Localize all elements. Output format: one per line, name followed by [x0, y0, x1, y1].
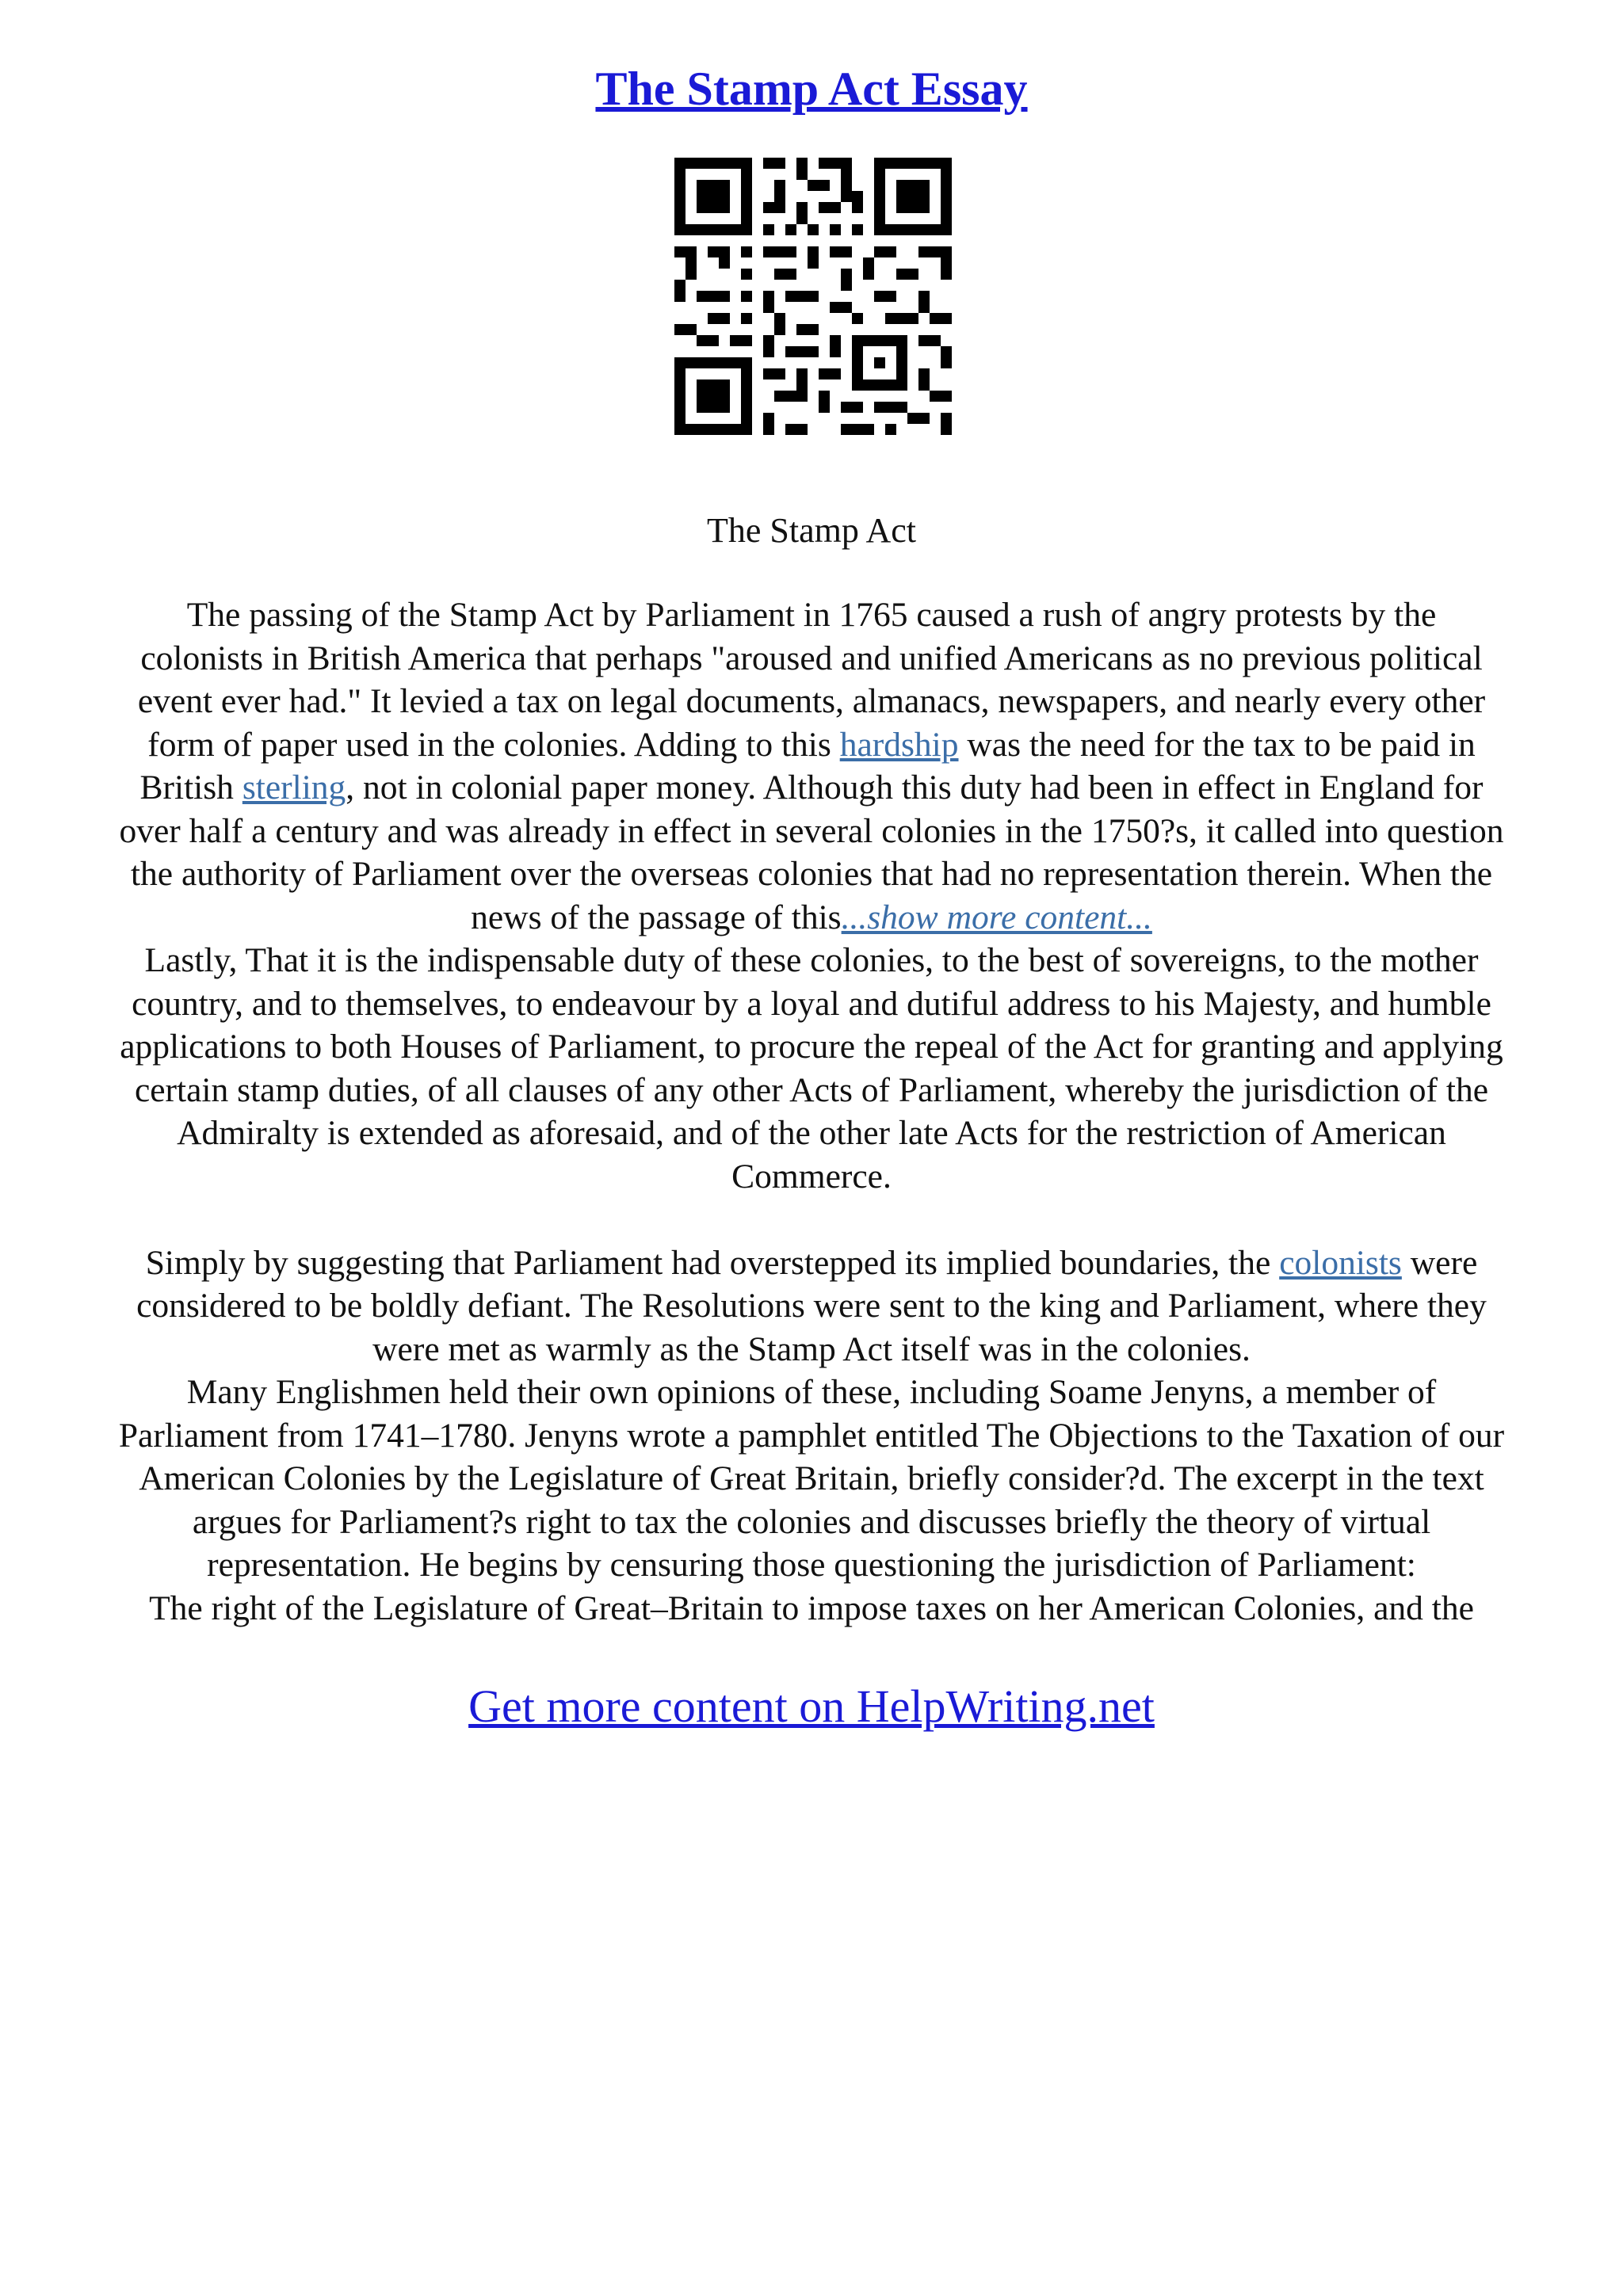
essay-body [48, 593, 1575, 1630]
text-segment: , not in colonial paper money. Although this duty had been in effect in England for [346, 769, 1484, 807]
text-line [48, 896, 1575, 940]
text-line: certain stamp duties, of all clauses of any other Acts of Parliament, whereby the jurisdiction of the [134, 1070, 1489, 1109]
text-line: American Colonies by the Legislature of Great Britain, briefly consider?d. The excerpt in the text [139, 1459, 1484, 1497]
colonists-link[interactable]: colonists [1279, 1243, 1402, 1282]
text-line [48, 723, 1575, 767]
text-line: Lastly, That it is the indispensable duty of these colonies, to the best of sovereigns, to the mother [144, 941, 1479, 979]
text-segment: was the need for the tax to be paid in [958, 725, 1476, 764]
qr-code-icon [674, 158, 952, 435]
show-more-content-link[interactable]: ...show more content... [841, 898, 1152, 936]
text-line: argues for Parliament?s right to tax the colonies and discusses briefly the theory of virtual [192, 1502, 1431, 1541]
text-line: Parliament from 1741–1780. Jenyns wrote a pamphlet entitled The Objections to the Taxation of our [118, 1416, 1505, 1455]
text-line: the authority of Parliament over the overseas colonies that had no representation therein. When the [130, 855, 1493, 893]
text-line: considered to be boldly defiant. The Resolutions were sent to the king and Parliament, where they [136, 1287, 1487, 1325]
sterling-link[interactable]: sterling [242, 769, 346, 807]
text-line: event ever had." It levied a tax on legal documents, almanacs, newspapers, and nearly every other [137, 682, 1486, 720]
text-segment: Simply by suggesting that Parliament had overstepped its implied boundaries, the [145, 1243, 1280, 1282]
footer [0, 1676, 1623, 1737]
text-line: The right of the Legislature of Great–Britain to impose taxes on her American Colonies, and the [149, 1589, 1474, 1627]
text-segment: form of paper used in the colonies. Adding to this [147, 725, 840, 764]
essay-title-link[interactable]: The Stamp Act Essay [595, 63, 1028, 115]
helpwriting-link[interactable]: Get more content on HelpWriting.net [468, 1680, 1155, 1732]
text-line: applications to both Houses of Parliament, to procure the repeal of the Act for granting and applying [120, 1028, 1503, 1066]
essay-title [0, 57, 1623, 120]
text-line: colonists in British America that perhaps "aroused and unified Americans as no previous political [140, 639, 1483, 677]
text-segment: news of the passage of this [471, 898, 842, 936]
text-line: The passing of the Stamp Act by Parliament in 1765 caused a rush of angry protests by the [186, 596, 1437, 634]
essay-heading: The Stamp Act [707, 511, 916, 550]
text-line: Admiralty is extended as aforesaid, and of the other late Acts for the restriction of American [177, 1114, 1446, 1152]
hardship-link[interactable]: hardship [839, 725, 959, 764]
text-line: Commerce. [731, 1157, 892, 1196]
text-segment: British [139, 769, 242, 807]
paragraph-gap [48, 1198, 1575, 1241]
text-line [48, 1241, 1575, 1285]
text-segment: were [1401, 1243, 1478, 1282]
text-line: country, and to themselves, to endeavour by a loyal and dutiful address to his Majesty, and humble [132, 984, 1491, 1023]
text-line [48, 766, 1575, 810]
text-line: representation. He begins by censuring those questioning the jurisdiction of Parliament: [207, 1546, 1416, 1584]
text-line: over half a century and was already in effect in several colonies in the 1750?s, it called into question [119, 811, 1504, 850]
text-line: Many Englishmen held their own opinions of these, including Soame Jenyns, a member of [186, 1373, 1437, 1411]
text-line: were met as warmly as the Stamp Act itself was in the colonies. [372, 1329, 1251, 1368]
